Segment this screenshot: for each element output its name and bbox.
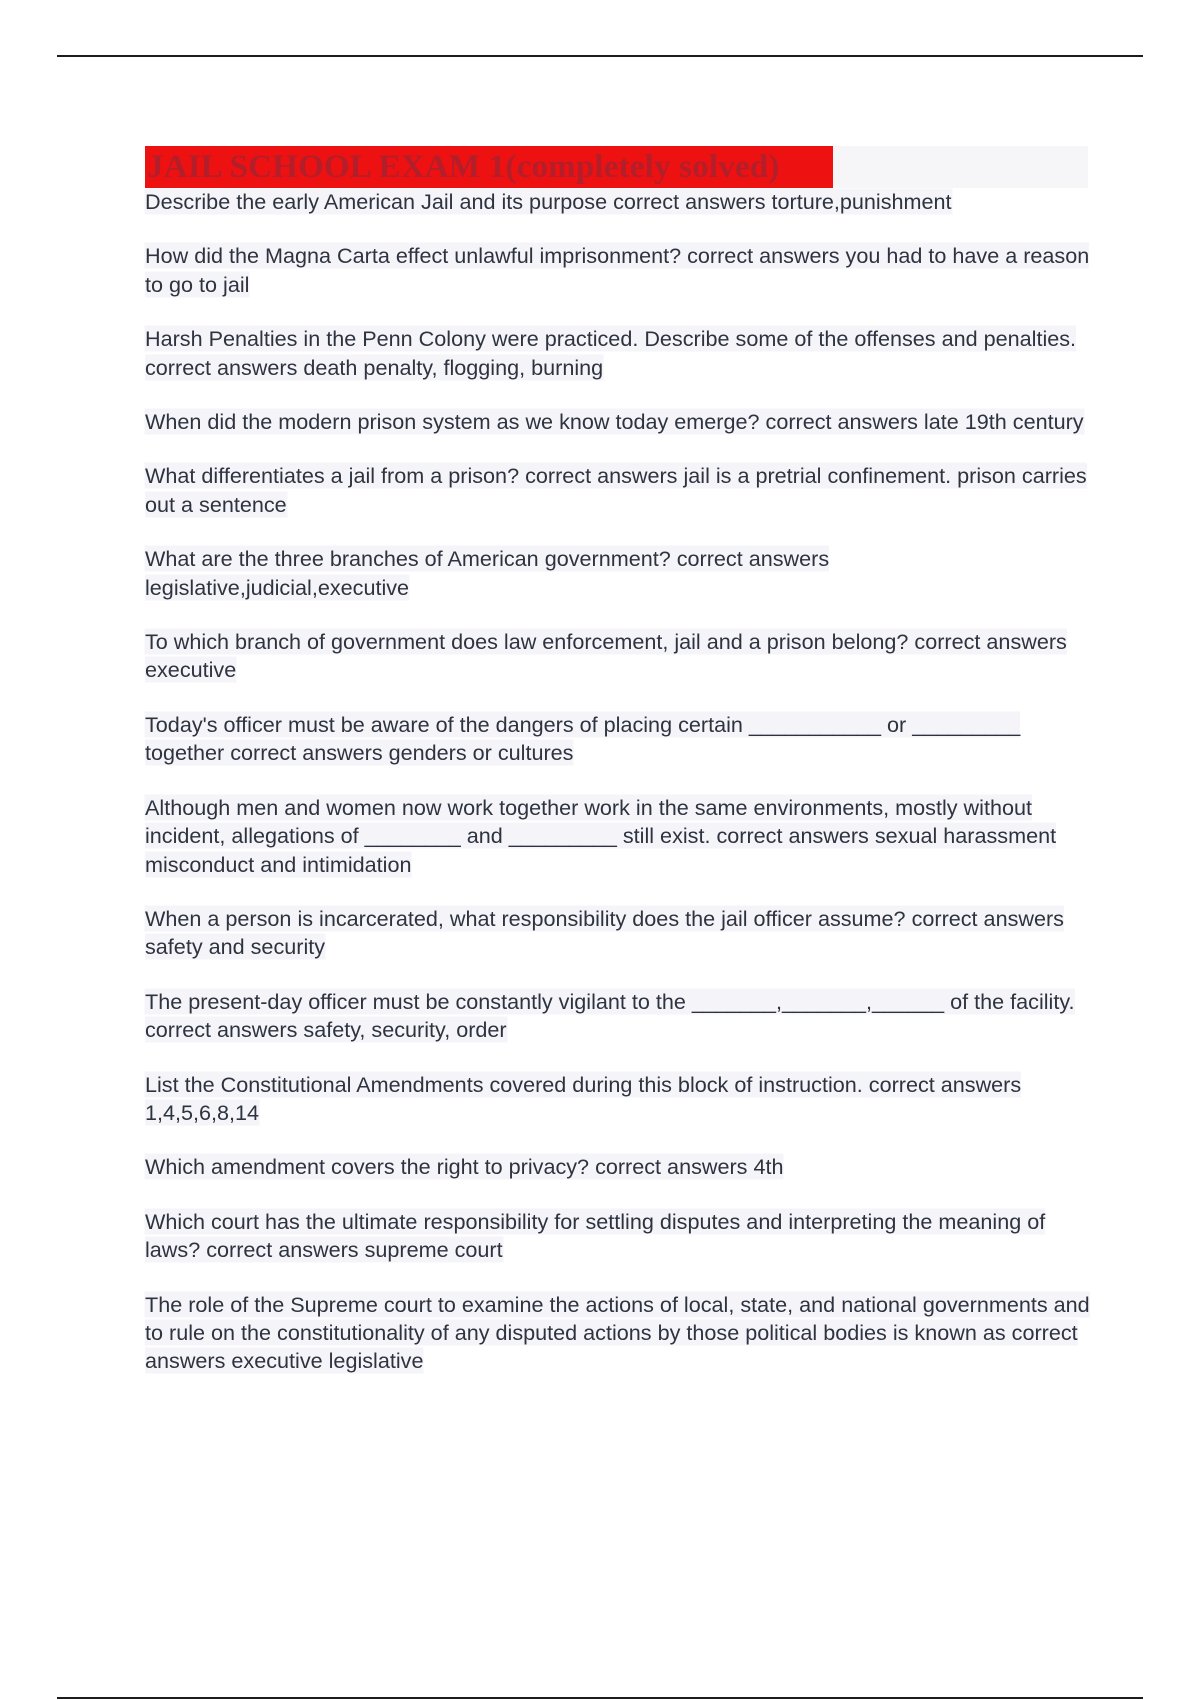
document-title: JAIL SCHOOL EXAM 1(completely solved) [147, 149, 780, 185]
qa-text: To which branch of government does law enforcement, jail and a prison belong? correct answers executive [145, 629, 1067, 683]
qa-text: When a person is incarcerated, what responsibility does the jail officer assume? correct answers safety and security [145, 905, 1064, 960]
qa-text: Describe the early American Jail and its purpose correct answers torture,punishment [145, 189, 952, 214]
qa-item [145, 545, 1090, 602]
qa-item [145, 711, 1090, 768]
qa-item [145, 408, 1090, 436]
qa-text: Harsh Penalties in the Penn Colony were practiced. Describe some of the offenses and penalties. correct answers death penalty, flogging, burning [145, 326, 1077, 380]
qa-text: What are the three branches of American government? correct answers legislative,judicial,executive [145, 546, 830, 600]
qa-text: What differentiates a jail from a prison? correct answers jail is a pretrial confinement. prison carries out a sentence [145, 463, 1087, 517]
qa-text: The role of the Supreme court to examine the actions of local, state, and national governments and to rule on the constitutionality of any disputed actions by those political bodies is known as correct answers executive legislative [145, 1291, 1090, 1374]
qa-text: The present-day officer must be constantly vigilant to the _______,_______,______ of the facility. correct answers safety, security, order [145, 988, 1075, 1043]
qa-item [145, 325, 1090, 382]
bottom-rule [57, 1697, 1143, 1699]
qa-item [145, 1071, 1090, 1128]
top-rule [57, 55, 1143, 57]
qa-text: Which court has the ultimate responsibility for settling disputes and interpreting the meaning of laws? correct answers supreme court [145, 1208, 1046, 1263]
qa-text: Which amendment covers the right to privacy? correct answers 4th [145, 1154, 784, 1180]
qa-item [145, 462, 1090, 519]
title-row [145, 146, 1088, 188]
qa-list [145, 188, 1090, 1376]
qa-text: When did the modern prison system as we know today emerge? correct answers late 19th century [145, 409, 1084, 435]
qa-item [145, 1291, 1090, 1376]
qa-item [145, 905, 1090, 962]
qa-item [145, 1208, 1090, 1265]
qa-item [145, 628, 1090, 685]
qa-item [145, 242, 1090, 299]
document-body [145, 146, 1090, 1376]
qa-text: List the Constitutional Amendments covered during this block of instruction. correct answers 1,4,5,6,8,14 [145, 1071, 1022, 1125]
qa-item [145, 188, 1090, 216]
qa-text: How did the Magna Carta effect unlawful imprisonment? correct answers you had to have a reason to go to jail [145, 243, 1090, 297]
qa-text: Today's officer must be aware of the dangers of placing certain ___________ or _________ together correct answers genders or cultures [145, 711, 1021, 766]
qa-item [145, 988, 1090, 1045]
qa-text: Although men and women now work together work in the same environments, mostly without incident, allegations of ________ and _________ still exist. correct answers sexual harassment misconduct and intimidation [145, 794, 1057, 877]
qa-item [145, 1153, 1090, 1181]
qa-item [145, 794, 1090, 879]
